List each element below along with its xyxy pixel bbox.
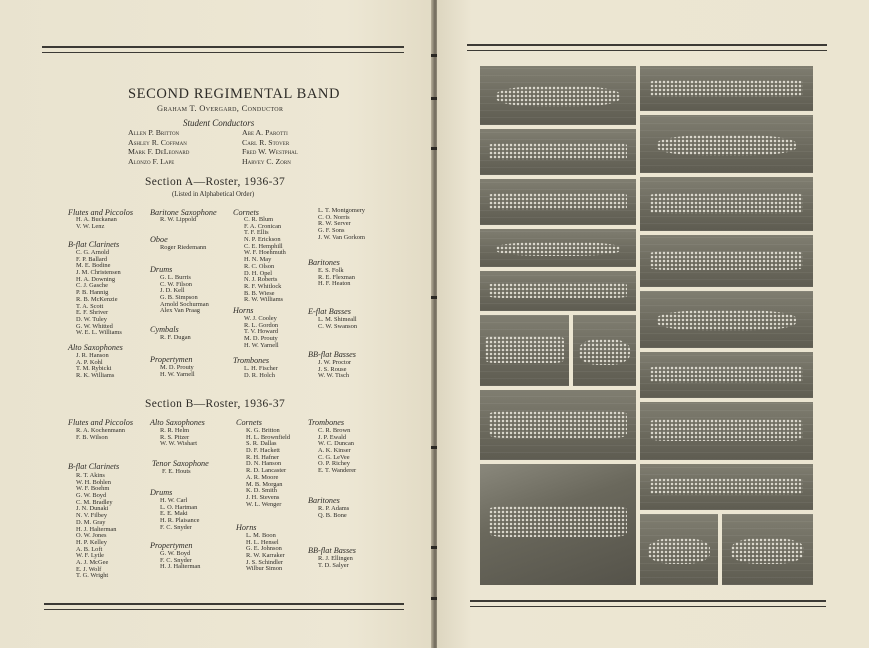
b-propertymen-list: G. W. Boyd F. C. Snyder H. J. Halterman bbox=[160, 550, 201, 571]
a-baritones-heading: Baritones bbox=[308, 258, 340, 267]
top-rule bbox=[467, 44, 827, 51]
b-tenor-sax-heading: Tenor Saxophone bbox=[152, 459, 209, 468]
a-cornets-cont-list: L. T. Montgomery C. O. Norris R. W. Server G. F. Sons J. W. Van Gorkom bbox=[318, 207, 365, 241]
band-formation-photo bbox=[480, 315, 569, 386]
b-drums-list: H. W. Carl L. O. Hartman E. E. Maki H. R. Plaisance F. C. Snyder bbox=[160, 497, 200, 531]
a-clarinets-heading: B-flat Clarinets bbox=[68, 240, 120, 249]
band-formation-photo bbox=[640, 402, 813, 460]
band-formation-photo bbox=[722, 514, 813, 585]
band-formation-photo bbox=[480, 179, 636, 225]
a-alto-sax-heading: Alto Saxophones bbox=[68, 343, 123, 352]
b-alto-sax-list: R. R. Helm R. S. Pitzer W. W. Wishart bbox=[160, 427, 198, 448]
section-a-heading: Section A—Roster, 1936-37 bbox=[145, 176, 286, 188]
a-oboe-heading: Oboe bbox=[150, 235, 168, 244]
a-baritone-sax-list: R. W. Lippold bbox=[160, 216, 197, 223]
band-formation-photo bbox=[480, 390, 636, 460]
a-horns-heading: Horns bbox=[233, 306, 254, 315]
b-trombones-list: C. R. Brown J. P. Ewald W. C. Duncan A. K. Kinser C. G. LeVee O. P. Richey E. T. Wanderer bbox=[318, 427, 357, 475]
b-bbflat-basses-list: R. J. Ellingen T. D. Salyer bbox=[318, 555, 353, 569]
a-cymbals-list: R. F. Dugan bbox=[160, 334, 191, 341]
left-page bbox=[0, 0, 433, 648]
a-propertymen-heading: Propertymen bbox=[150, 355, 193, 364]
bottom-rule bbox=[44, 603, 404, 610]
a-flutes-heading: Flutes and Piccolos bbox=[68, 208, 134, 217]
a-baritones-list: E. S. Folk R. E. Flexman H. F. Heaton bbox=[318, 267, 355, 288]
b-baritones-list: R. P. Adams Q. B. Bone bbox=[318, 505, 350, 519]
a-clarinets-list: C. G. Arnold F. P. Ballard M. E. Bodine J. M. Christensen H. A. Downing C. J. Gasche P. B. Hannig R. B. McKenzie T. A. Scott E. F. Shriver D. W. Tuley G. W. Whitted W. E. L. Williams bbox=[76, 249, 122, 337]
band-formation-photo bbox=[640, 464, 813, 510]
conductor-line: Graham T. Overgard, Conductor bbox=[157, 103, 284, 113]
b-cornets-list: K. G. Britton H. L. Brownfield S. R. Dallas D. F. Hackett R. H. Hafner D. N. Hanson R. D. Lancaster A. R. Moore M. B. Morgan K. D. Smith J. H. Stevens W. L. Wenger bbox=[246, 427, 291, 508]
a-trombones-list: L. H. Fischer D. R. Holch bbox=[244, 365, 278, 379]
band-formation-photo bbox=[480, 129, 636, 175]
b-drums-heading: Drums bbox=[150, 488, 173, 497]
top-rule bbox=[42, 46, 404, 53]
a-bbflat-basses-list: J. W. Proctor J. S. Rouse W. W. Tisch bbox=[318, 359, 352, 380]
band-formation-photo bbox=[480, 271, 636, 311]
a-cornets-heading: Cornets bbox=[233, 208, 259, 217]
band-formation-photo bbox=[640, 514, 718, 585]
section-b-heading: Section B—Roster, 1936-37 bbox=[145, 398, 286, 410]
band-formation-photo bbox=[640, 235, 813, 287]
bottom-rule bbox=[470, 600, 826, 607]
b-bbflat-basses-heading: BB-flat Basses bbox=[308, 546, 356, 555]
b-trombones-heading: Trombones bbox=[308, 418, 345, 427]
b-clarinets-list: R. T. Akins W. H. Bohlen W. F. Boehm G. W. Boyd C. M. Bradley J. N. Dunaki N. V. Filbey D. M. Gray H. J. Halterman O. W. Jones H. P. Kelley A. B. Loft W. F. Lytle A. J. McGee E. J. Wolf T. G. Wright bbox=[76, 472, 117, 580]
b-horns-list: L. M. Boon H. L. Hensel G. E. Johnson R. W. Karraker J. S. Schindler Wilbur Simon bbox=[246, 532, 285, 573]
section-a-note: (Listed in Alphabetical Order) bbox=[172, 191, 255, 198]
a-bbflat-basses-heading: BB-flat Basses bbox=[308, 350, 356, 359]
b-flutes-heading: Flutes and Piccolos bbox=[68, 418, 134, 427]
a-drums-heading: Drums bbox=[150, 265, 173, 274]
a-eflat-basses-heading: E-flat Basses bbox=[308, 307, 351, 316]
b-horns-heading: Horns bbox=[236, 523, 257, 532]
a-propertymen-list: M. D. Prouty H. W. Yarnell bbox=[160, 364, 195, 378]
student-conductors-heading: Student Conductors bbox=[183, 118, 255, 128]
student-conductors-col1: Allen P. Britton Ashley R. Coffman Mark F. DeLeonard Alonzo F. Lape bbox=[128, 128, 190, 166]
band-formation-photo bbox=[573, 315, 636, 386]
b-alto-sax-heading: Alto Saxophones bbox=[150, 418, 205, 427]
b-cornets-heading: Cornets bbox=[236, 418, 262, 427]
b-tenor-sax-list: F. E. Houts bbox=[162, 468, 191, 475]
a-alto-sax-list: J. R. Hanson A. P. Kohl T. M. Rybicki R. K. Williams bbox=[76, 352, 115, 380]
band-formation-photo bbox=[640, 291, 813, 348]
a-horns-list: W. J. Cooley R. L. Gordon T. V. Howard M. D. Prouty H. W. Yarnell bbox=[244, 315, 279, 349]
a-baritone-sax-heading: Baritone Saxophone bbox=[150, 208, 217, 217]
stadium-aerial-photo bbox=[480, 464, 636, 585]
student-conductors-col2: Abe A. Parotti Carl R. Stover Fred W. Westphal Harvey C. Zorn bbox=[242, 128, 298, 166]
page-title: SECOND REGIMENTAL BAND bbox=[128, 86, 341, 102]
band-formation-photo bbox=[640, 352, 813, 398]
a-eflat-basses-list: L. M. Shimeall C. W. Swanson bbox=[318, 316, 358, 330]
b-flutes-list: R. A. Kochenmann F. B. Wilson bbox=[76, 427, 125, 441]
band-formation-photo bbox=[640, 177, 813, 231]
band-formation-photo bbox=[480, 66, 636, 125]
right-page bbox=[437, 0, 869, 648]
a-trombones-heading: Trombones bbox=[233, 356, 270, 365]
a-cornets-list: C. R. Blum F. A. Cronican T. F. Ellis N. P. Erickson C. E. Hemphill W. F. Hoehmuth H. N. May R. C. Olson D. H. Opel N. J. Roberts R. F. Whitlock B. B. Wiese R. W. Williams bbox=[244, 216, 286, 304]
a-drums-list: G. L. Burris C. W. Filson J. D. Kell G. B. Simpson Arnold Sochurman Alex Van Praag bbox=[160, 274, 209, 315]
b-propertymen-heading: Propertymen bbox=[150, 541, 193, 550]
band-formation-photo bbox=[640, 66, 813, 111]
b-clarinets-heading: B-flat Clarinets bbox=[68, 462, 120, 471]
a-oboe-list: Roger Riedemann bbox=[160, 244, 207, 251]
b-baritones-heading: Baritones bbox=[308, 496, 340, 505]
a-flutes-list: H. A. Buckanan V. W. Lenz bbox=[76, 216, 117, 230]
band-formation-photo bbox=[640, 115, 813, 173]
a-cymbals-heading: Cymbals bbox=[150, 325, 179, 334]
band-formation-photo bbox=[480, 229, 636, 267]
